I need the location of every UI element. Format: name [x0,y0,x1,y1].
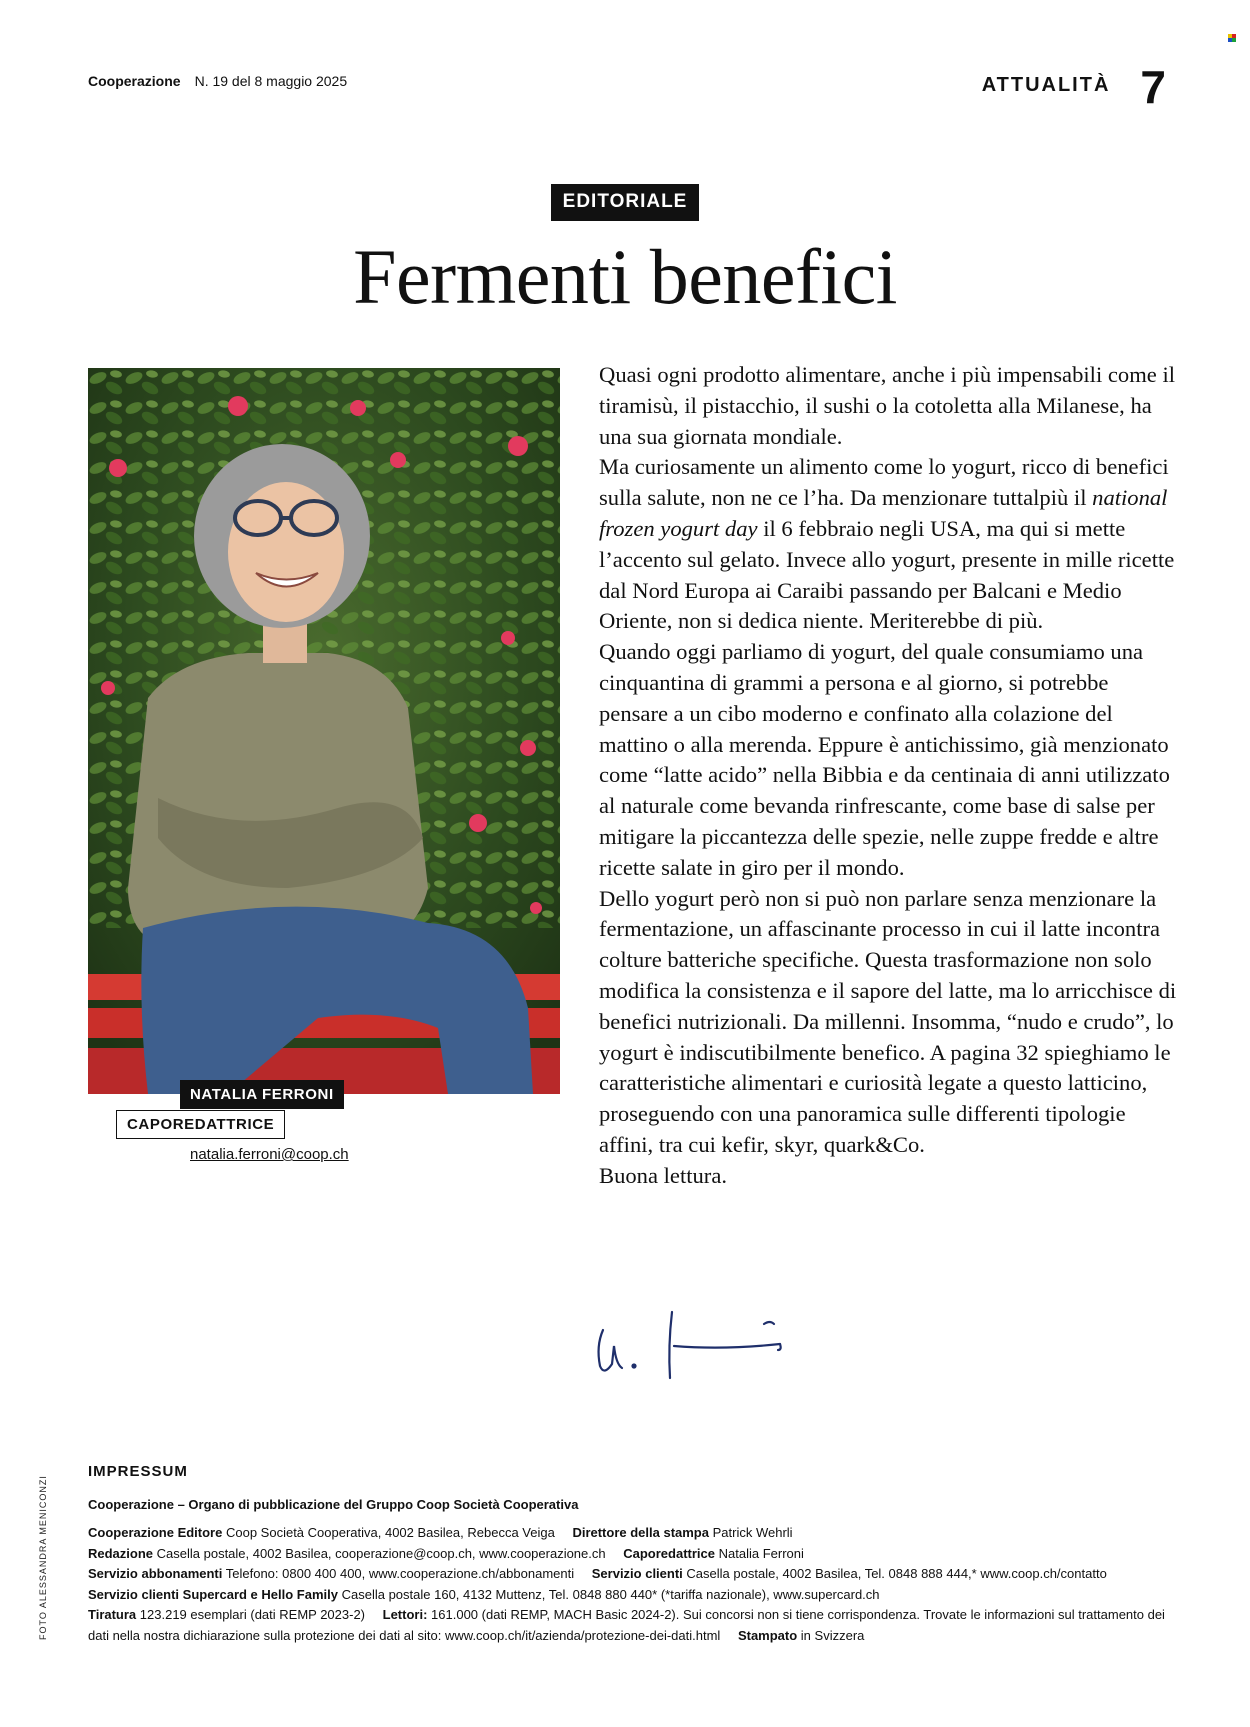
impressum-subtitle: Cooperazione – Organo di pubblicazione del Gruppo Coop Società Cooperativa [88,1496,579,1512]
impressum-line: Cooperazione Editore Coop Società Cooperativa, 4002 Basilea, Rebecca Veiga Direttore della stampa Patrick Wehrli [88,1525,793,1540]
impressum-line: Servizio abbonamenti Telefono: 0800 400 400, www.cooperazione.ch/abbonamenti Servizio clienti Casella postale, 4002 Basilea, Tel. 0848 888 444,* www.coop.ch/contatto [88,1566,1107,1581]
impressum-line: Redazione Casella postale, 4002 Basilea, cooperazione@coop.ch, www.cooperazione.ch Caporedattrice Natalia Ferroni [88,1545,804,1561]
photo-credit: FOTO ALESSANDRA MENICONZI [38,1475,48,1640]
author-name-tag: NATALIA FERRONI [180,1080,344,1109]
article-title: Fermenti benefici [353,233,897,320]
article-paragraph: Quando oggi parliamo di yogurt, del quale consumiamo una cinquantina di grammi a persona e al giorno, si potrebbe pensare a un cibo moderno e confinato alla colazione del mattino o alla merenda. Eppure è antichissimo, già menzionato come “latte acido” nella Bibbia e da centinaia di anni utilizzato al naturale come bevanda rinfrescante, come base di salse per mitigare la piccantezza delle spezie, nelle zuppe fredde e altre ricette salate in giro per il mondo. [599,639,1170,880]
masthead [88,73,347,89]
publication-name: Cooperazione [88,73,181,89]
author-photo [88,368,560,1094]
color-registration-mark-icon [1228,34,1238,44]
kicker-label: EDITORIALE [551,184,700,221]
author-email-link[interactable]: natalia.ferroni@coop.ch [190,1146,349,1163]
article-paragraph: Buona lettura. [599,1162,727,1188]
impressum-title: IMPRESSUM [88,1463,188,1480]
impressum [88,1462,1168,1646]
issue-info: N. 19 del 8 maggio 2025 [194,73,348,89]
article-italic-phrase: national frozen yogurt day [599,485,1168,541]
article-paragraph: Dello yogurt però non si può non parlare senza menzionare la fermentazione, un affascinante processo in cui il latte incontra colture batteriche specifiche. Questa trasformazione non solo modifica la consistenza e il sapore del latte, ma lo arricchisce di benefici nutrizionali. Da millenni. Insomma, “nudo e crudo”, lo yogurt è indiscutibilmente benefico. A pagina 32 spieghiamo le caratteristiche alimentari e curiosità legate a questo latticino, proseguendo con una panoramica sulle differenti tipologie affini, tra cui kefir, skyr, quark&Co. [599,885,1177,1157]
article-body [599,360,1179,1192]
author-portrait-image [88,368,560,1094]
page-number: 7 [1140,61,1166,113]
impressum-line: Servizio clienti Supercard e Hello Family Casella postale 160, 4132 Muttenz, Tel. 0848 880 440* (*tariffa nazionale), www.supercard.ch [88,1586,880,1602]
impressum-line: Tiratura 123.219 esemplari (dati REMP 2023-2) Lettori: 161.000 (dati REMP, MACH Basic 2024-2). Sui concorsi non si tiene corrispondenza. Trovate le informazioni sul trattamento dei dati nella nostra dichiarazione sulla protezione dei dati al sito: www.coop.ch/it/azienda/protezione-dei-dati.html Stampato in Svizzera [88,1607,1165,1643]
article-paragraph: Ma curiosamente un alimento come lo yogurt, ricco di benefici sulla salute, non ne ce l’ha. Da menzionare tuttalpiù il national frozen yogurt day il 6 febbraio negli USA, ma qui si mette l’accento sul gelato. Invece allo yogurt, presente in mille ricette dal Nord Europa ai Caraibi passando per Balcani e Medio Oriente, non si dedica niente. Meriterebbe di più. [599,454,1175,634]
author-signature [594,1306,794,1386]
article-paragraph: Quasi ogni prodotto alimentare, anche i più impensabili come il tiramisù, il pistacchio, il sushi o la cotoletta alla Milanese, ha una sua giornata mondiale. [599,362,1175,449]
author-role-tag: CAPOREDATTRICE [116,1110,285,1139]
section-name: ATTUALITÀ [981,74,1111,96]
section-header [981,61,1166,113]
kicker-wrapper [0,184,1250,221]
